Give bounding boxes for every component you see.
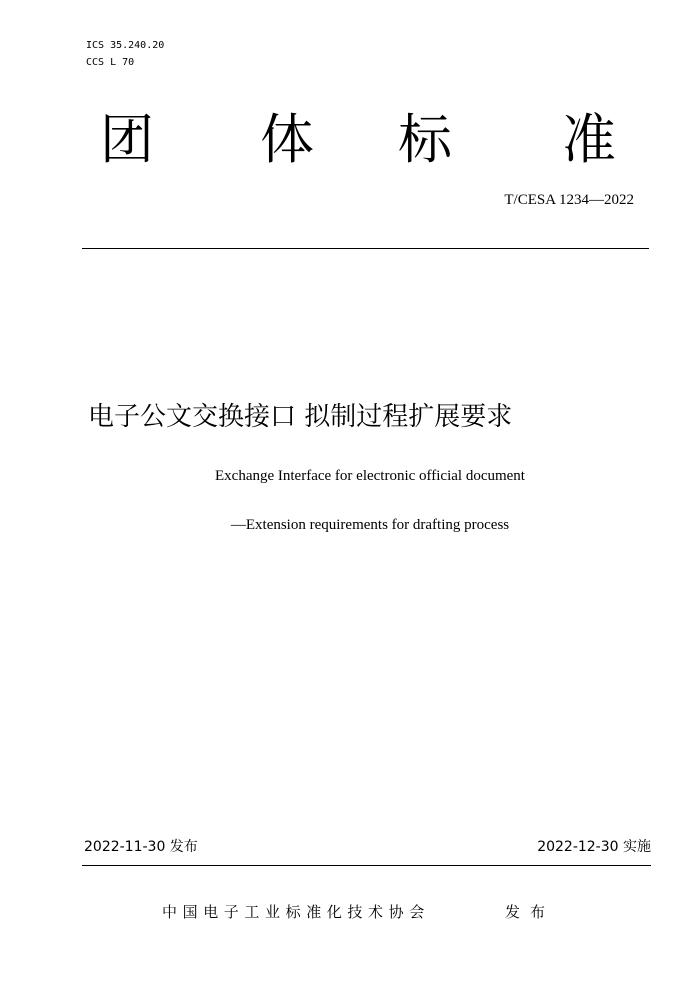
title-chinese: 电子公文交换接口 拟制过程扩展要求 bbox=[88, 402, 513, 432]
doc-type-char: 体 bbox=[260, 108, 314, 171]
ics-code: ICS 35.240.20 bbox=[86, 40, 165, 51]
issue-date: 2022-11-30 发布 bbox=[84, 839, 198, 855]
doc-type-char: 标 bbox=[398, 108, 452, 171]
standard-number: T/CESA 1234—2022 bbox=[504, 192, 634, 208]
header-divider bbox=[82, 248, 649, 249]
doc-type-char: 准 bbox=[562, 108, 616, 171]
ccs-code: CCS L 70 bbox=[86, 57, 135, 68]
classification-codes bbox=[86, 37, 164, 71]
document-type-heading bbox=[100, 108, 620, 178]
publish-label: 发布 bbox=[505, 903, 556, 921]
doc-type-char: 团 bbox=[100, 108, 154, 171]
footer-divider bbox=[82, 865, 651, 866]
title-english-line-2: —Extension requirements for drafting process bbox=[230, 517, 510, 533]
implementation-date: 2022-12-30 实施 bbox=[537, 839, 651, 855]
publisher-name: 中国电子工业标准化技术协会 bbox=[162, 903, 430, 921]
title-english-line-1: Exchange Interface for electronic official document bbox=[215, 468, 525, 484]
